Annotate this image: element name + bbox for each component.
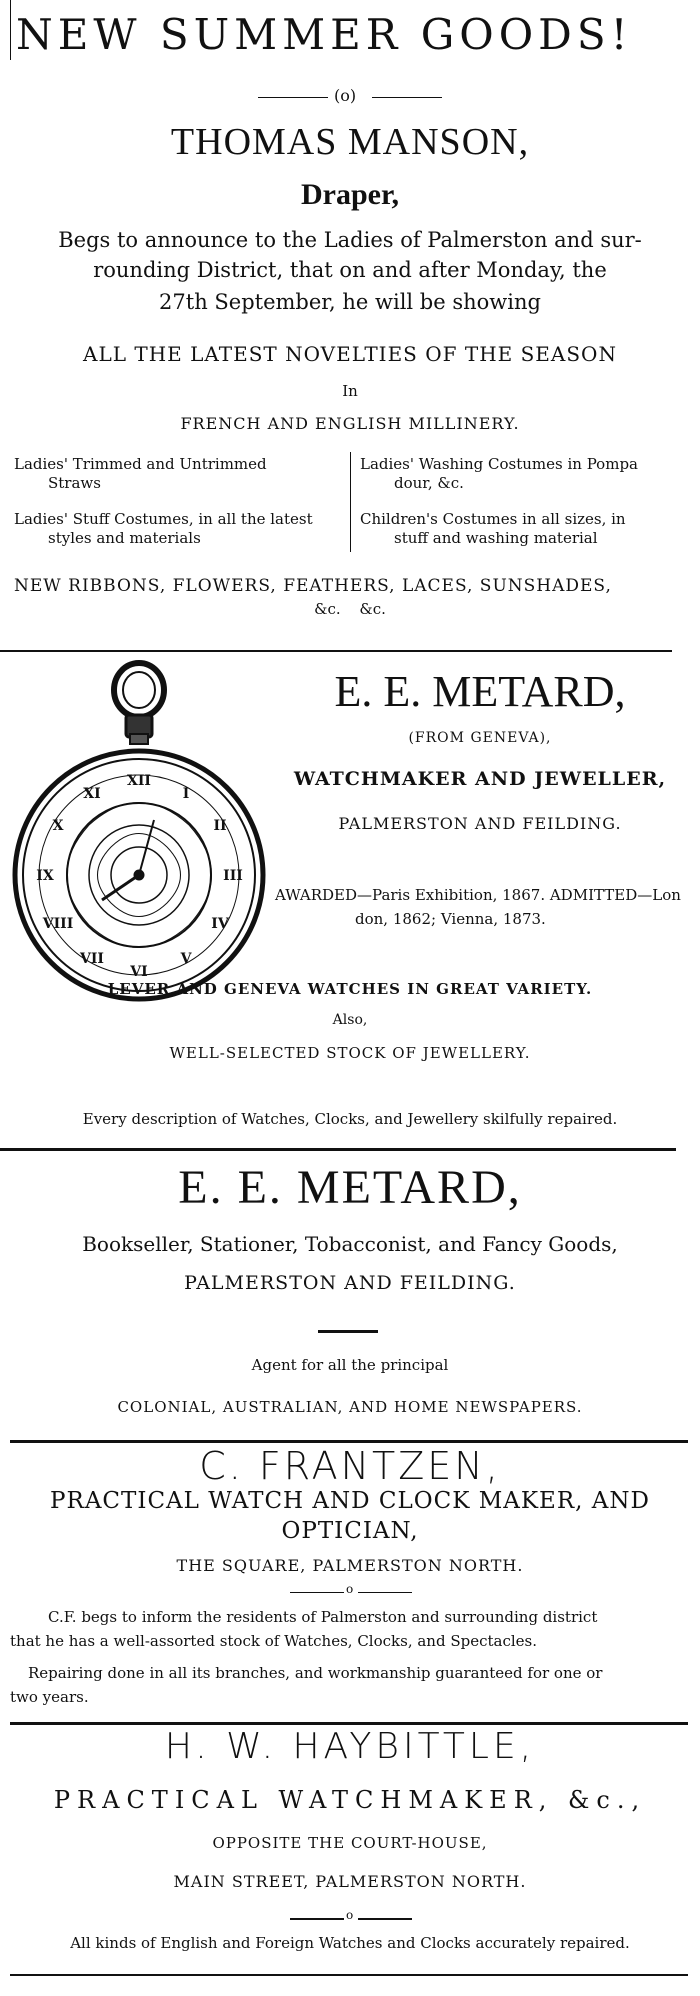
ad5-divider-left: [290, 1918, 344, 1920]
ad1-right-item-2: [360, 510, 690, 548]
svg-text:XI: XI: [83, 786, 101, 802]
ad1-right-item-2-line2: stuff and washing material: [394, 529, 598, 547]
ad1-right-item-1-line2: dour, &c.: [394, 474, 464, 492]
svg-text:VII: VII: [80, 951, 104, 967]
svg-text:I: I: [182, 786, 190, 802]
ad2-from: (FROM GENEVA),: [408, 730, 552, 746]
ad-separator-2: [0, 1148, 676, 1151]
svg-text:V: V: [180, 951, 192, 967]
ad-separator-4: [10, 1722, 688, 1725]
ad1-left-item-2-line2: styles and materials: [48, 529, 201, 547]
ad1-left-item-2: [14, 510, 344, 548]
svg-text:VIII: VIII: [42, 916, 74, 932]
ad1-left-item-2-line1: Ladies' Stuff Costumes, in all the latest: [14, 510, 313, 528]
svg-text:IV: IV: [211, 916, 229, 932]
ad2-watches: LEVER AND GENEVA WATCHES IN GREAT VARIETY.: [107, 980, 593, 998]
ad1-ribbons-line1: NEW RIBBONS, FLOWERS, FEATHERS, LACES, SUNSHADES,: [14, 576, 612, 596]
left-border: [10, 0, 11, 60]
ad4-divider-right: [358, 1592, 412, 1593]
ad3-location: PALMERSTON AND FEILDING.: [184, 1272, 516, 1294]
ad1-intro-line2: rounding District, that on and after Monday, the: [93, 258, 607, 282]
svg-text:III: III: [223, 868, 243, 884]
ad1-headline: NEW SUMMER GOODS!: [16, 10, 633, 59]
ad3-short-rule: [318, 1330, 378, 1333]
ad2-name: E. E. METARD,: [334, 667, 626, 716]
ad2-awards-line2: don, 1862; Vienna, 1873.: [355, 910, 546, 928]
ad-separator-1: [0, 650, 672, 652]
ad4-name: C. FRANTZEN,: [199, 1444, 501, 1488]
ad5-divider-right: [358, 1918, 412, 1920]
ad3-name: E. E. METARD,: [178, 1161, 522, 1214]
ad4-body2-line2: two years.: [10, 1688, 89, 1706]
ad1-ribbons-line2: &c. &c.: [314, 600, 386, 618]
ad1-divider: (o): [334, 86, 357, 105]
ad1-left-item-1: [14, 455, 344, 493]
ad2-awards-line1: AWARDED—Paris Exhibition, 1867. ADMITTED—Lon: [275, 886, 681, 904]
ad1-name: THOMAS MANSON,: [170, 121, 530, 163]
ad1-right-item-1-line1: Ladies' Washing Costumes in Pompa: [360, 455, 638, 473]
pocket-watch-illustration: [8, 660, 270, 1032]
ad1-left-item-1-line1: Ladies' Trimmed and Untrimmed: [14, 455, 267, 473]
ad1-intro-line3: 27th September, he will be showing: [159, 290, 541, 314]
ad5-name: H. W. HAYBITTLE,: [164, 1726, 536, 1767]
ad4-body1-line2: that he has a well-assorted stock of Watches, Clocks, and Spectacles.: [10, 1632, 537, 1650]
ad2-repairs: Every description of Watches, Clocks, and Jewellery skilfully repaired.: [82, 1110, 618, 1128]
ad4-divider-left: [290, 1592, 344, 1593]
ad1-millinery: FRENCH AND ENGLISH MILLINERY.: [180, 414, 520, 433]
ad2-also: Also,: [332, 1012, 368, 1028]
ad1-left-item-1-line2: Straws: [48, 474, 101, 492]
ad-separator-5: [10, 1974, 688, 1976]
column-divider: [350, 452, 351, 552]
ad5-opposite: OPPOSITE THE COURT-HOUSE,: [212, 1834, 488, 1852]
ad1-right-item-1: [360, 455, 690, 493]
divider-rule-right: [372, 97, 442, 98]
ad1-intro-line1: Begs to announce to the Ladies of Palmerston and sur-: [58, 228, 642, 252]
divider-rule-left: [258, 97, 328, 98]
svg-text:IX: IX: [36, 868, 54, 884]
svg-text:X: X: [52, 818, 64, 834]
ad3-papers: COLONIAL, AUSTRALIAN, AND HOME NEWSPAPERS.: [117, 1398, 583, 1416]
ad1-right-item-2-line1: Children's Costumes in all sizes, in: [360, 510, 626, 528]
ad5-address: MAIN STREET, PALMERSTON NORTH.: [173, 1872, 527, 1891]
ad-separator-3: [10, 1440, 688, 1443]
ad4-trade-line1: PRACTICAL WATCH AND CLOCK MAKER, AND: [50, 1488, 650, 1514]
ad5-body: All kinds of English and Foreign Watches and Clocks accurately repaired.: [70, 1934, 630, 1952]
ad1-novelties: ALL THE LATEST NOVELTIES OF THE SEASON: [83, 342, 617, 366]
ad4-body1-line1: C.F. begs to inform the residents of Palmerston and surrounding district: [48, 1608, 598, 1626]
ad2-jewellery: WELL-SELECTED STOCK OF JEWELLERY.: [169, 1044, 531, 1062]
svg-text:VI: VI: [130, 964, 148, 980]
ad1-trade: Draper,: [300, 178, 400, 211]
ad5-trade: PRACTICAL WATCHMAKER, &c.,: [53, 1786, 647, 1814]
svg-text:XII: XII: [127, 773, 151, 789]
ad1-in: In: [342, 382, 358, 400]
ad3-agent: Agent for all the principal: [251, 1356, 449, 1374]
ad2-trade: WATCHMAKER AND JEWELLER,: [293, 768, 667, 790]
ad4-divider: o: [346, 1582, 354, 1596]
ad5-divider: o: [346, 1908, 354, 1922]
svg-text:II: II: [213, 818, 227, 834]
ad4-address: THE SQUARE, PALMERSTON NORTH.: [176, 1556, 524, 1575]
ad2-location: PALMERSTON AND FEILDING.: [338, 814, 622, 833]
ad3-trade: Bookseller, Stationer, Tobacconist, and Fancy Goods,: [82, 1232, 618, 1256]
ad4-trade-line2: OPTICIAN,: [281, 1518, 419, 1544]
ad4-body2-line1: Repairing done in all its branches, and workmanship guaranteed for one or: [28, 1664, 603, 1682]
